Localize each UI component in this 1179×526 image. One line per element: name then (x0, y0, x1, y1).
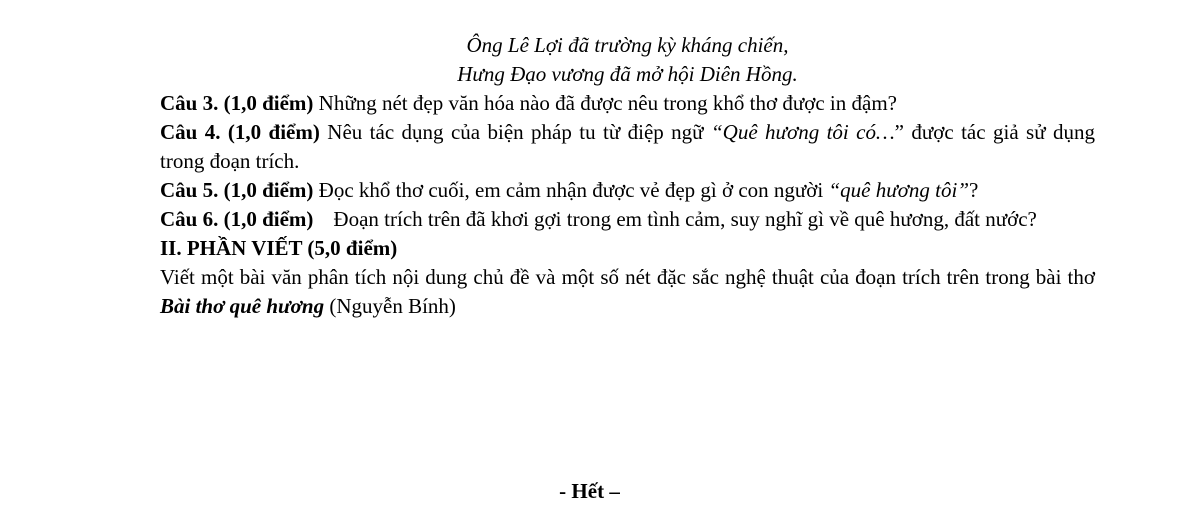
question-5-quote: “quê hương tôi” (828, 178, 970, 202)
exam-page (160, 31, 1095, 321)
question-3 (160, 89, 1095, 118)
writing-poem-title: Bài thơ quê hương (160, 294, 325, 318)
question-5-label: Câu 5. (1,0 điểm) (160, 178, 314, 202)
writing-prompt (160, 263, 1095, 321)
writing-prompt-text-after: (Nguyễn Bính) (324, 294, 456, 318)
question-3-text: Những nét đẹp văn hóa nào đã được nêu trong khổ thơ được in đậm? (313, 91, 897, 115)
poem-line-2: Hưng Đạo vương đã mở hội Diên Hồng. (457, 62, 798, 86)
question-6 (160, 205, 1095, 234)
question-5-text-after: ? (969, 178, 979, 202)
question-5-text-before: Đọc khổ thơ cuối, em cảm nhận được vẻ đẹp gì ở con người (313, 178, 829, 202)
question-6-label: Câu 6. (1,0 điểm) (160, 207, 314, 231)
question-4-label: Câu 4. (1,0 điểm) (160, 120, 320, 144)
writing-prompt-text-before: Viết một bài văn phân tích nội dung chủ đề và một số nét đặc sắc nghệ thuật của đoạn trích trên trong bài thơ (160, 265, 1095, 289)
poem-line-1: Ông Lê Lợi đã trường kỳ kháng chiến, (466, 33, 789, 57)
question-3-label: Câu 3. (1,0 điểm) (160, 91, 314, 115)
question-4-quote: “Quê hương tôi có… (710, 120, 895, 144)
question-4 (160, 118, 1095, 176)
question-5 (160, 176, 1095, 205)
question-4-text-before: Nêu tác dụng của biện pháp tu từ điệp ngữ (319, 120, 711, 144)
writing-section-heading: II. PHẦN VIẾT (5,0 điểm) (160, 236, 398, 260)
end-mark: - Hết – (559, 479, 620, 503)
question-4-text-after: ” được tác giả sử dụng trong đoạn trích. (160, 120, 1095, 173)
question-6-text: Đoạn trích trên đã khơi gợi trong em tình cảm, suy nghĩ gì về quê hương, đất nước? (333, 207, 1037, 231)
